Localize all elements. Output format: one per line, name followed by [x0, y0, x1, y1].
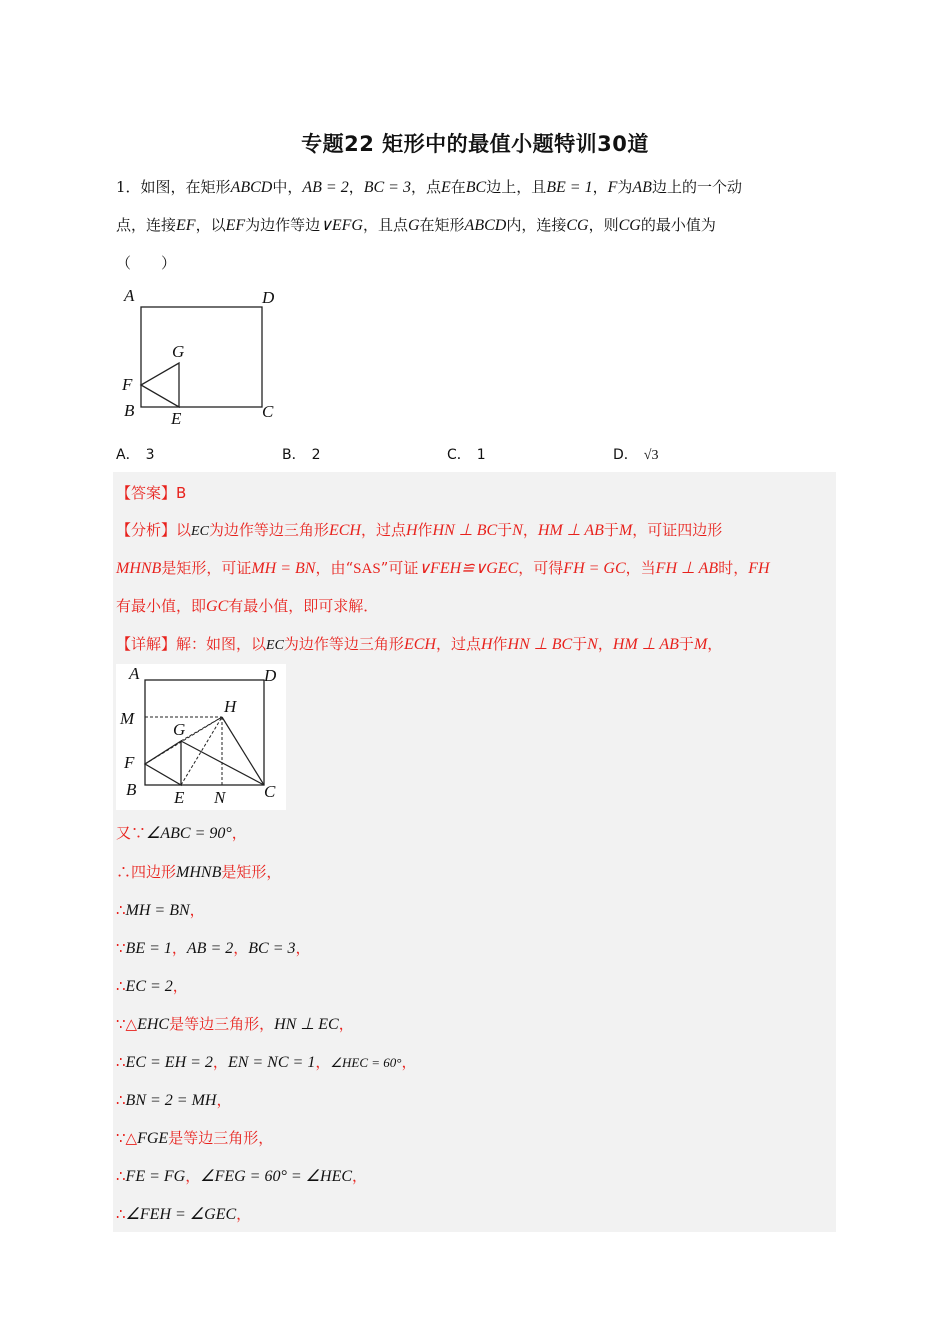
option-d[interactable]: D． √3 [613, 447, 659, 463]
step-8: ∴BN = 2 = MH， [116, 1091, 232, 1109]
option-a[interactable]: A． 3 [116, 447, 155, 463]
dashed-eh [181, 717, 222, 785]
triangle-efg [141, 363, 179, 407]
label-b: B [124, 401, 135, 420]
question-blank: （ ） [116, 254, 177, 272]
page-title: 专题22 矩形中的最值小题特训30道 [301, 132, 649, 156]
label-e-2: E [174, 788, 185, 807]
label-f-2: F [124, 753, 135, 772]
answer-value: B [176, 484, 187, 502]
question-number: 1． [116, 178, 141, 196]
answer-line [116, 482, 186, 503]
line-hc [222, 717, 264, 785]
figure-2 [116, 664, 286, 810]
step-2: ∴四边形MHNB是矩形， [116, 863, 282, 881]
step-1: 又∵∠ABC = 90°， [116, 824, 247, 842]
step-6: ∵△EHC是等边三角形，HN ⊥ EC， [116, 1015, 354, 1033]
label-c: C [262, 402, 274, 421]
label-g-2: G [173, 720, 186, 739]
step-9: ∵△FGE是等边三角形， [116, 1129, 274, 1147]
step-10: ∴FE = FG，∠FEG = 60° = ∠HEC， [116, 1167, 368, 1185]
option-c[interactable]: C． 1 [447, 447, 486, 463]
step-7: ∴EC = EH = 2，EN = NC = 1，∠HEC = 60°， [116, 1053, 417, 1071]
analysis-line-2: MHNB是矩形，可证MH = BN，由“SAS”可证∨FEH≌∨GEC，可得FH = GC，当FH ⊥ AB时，FH [116, 559, 770, 577]
label-g: G [172, 342, 185, 361]
label-a-2: A [129, 664, 140, 683]
label-a: A [124, 286, 135, 305]
step-3: ∴MH = BN， [116, 901, 205, 919]
label-m: M [120, 709, 135, 728]
rectangle-abcd-2 [145, 680, 264, 785]
label-d: D [262, 288, 275, 307]
detail-line-1: 【详解】解：如图，以EC为边作等边三角形ECH，过点H作HN ⊥ BC于N，HM ⊥ AB于M， [116, 635, 723, 653]
label-c-2: C [264, 782, 276, 801]
label-e: E [171, 409, 182, 428]
label-n: N [214, 788, 226, 807]
question-line-2: 点，连接EF，以EF为边作等边∨EFG，且点G在矩形ABCD内，连接CG，则CG的最小值为 [116, 216, 716, 234]
analysis-line-1: 【分析】以EC为边作等边三角形ECH，过点H作HN ⊥ BC于N，HM ⊥ AB于M，可证四边形 [116, 521, 723, 539]
step-4: ∵BE = 1，AB = 2，BC = 3， [116, 939, 311, 957]
figure-1 [118, 284, 288, 430]
triangle-efg-2 [145, 741, 181, 785]
answer-tag: 【答案】 [116, 484, 177, 502]
label-f: F [122, 375, 133, 394]
analysis-line-3: 有最小值，即GC有最小值，即可求解． [116, 597, 379, 615]
label-h: H [224, 697, 237, 716]
solution-panel [113, 472, 836, 1232]
label-b-2: B [126, 780, 137, 799]
option-b[interactable]: B． 2 [282, 447, 321, 463]
label-d-2: D [264, 666, 277, 685]
step-11: ∴∠FEH = ∠GEC， [116, 1205, 252, 1223]
rectangle-abcd [141, 307, 262, 407]
step-5: ∴EC = 2， [116, 977, 188, 995]
question-line-1: 1．如图，在矩形ABCD中，AB = 2，BC = 3，点E在BC边上，且BE = 1，F为AB边上的一个动 [116, 178, 742, 196]
